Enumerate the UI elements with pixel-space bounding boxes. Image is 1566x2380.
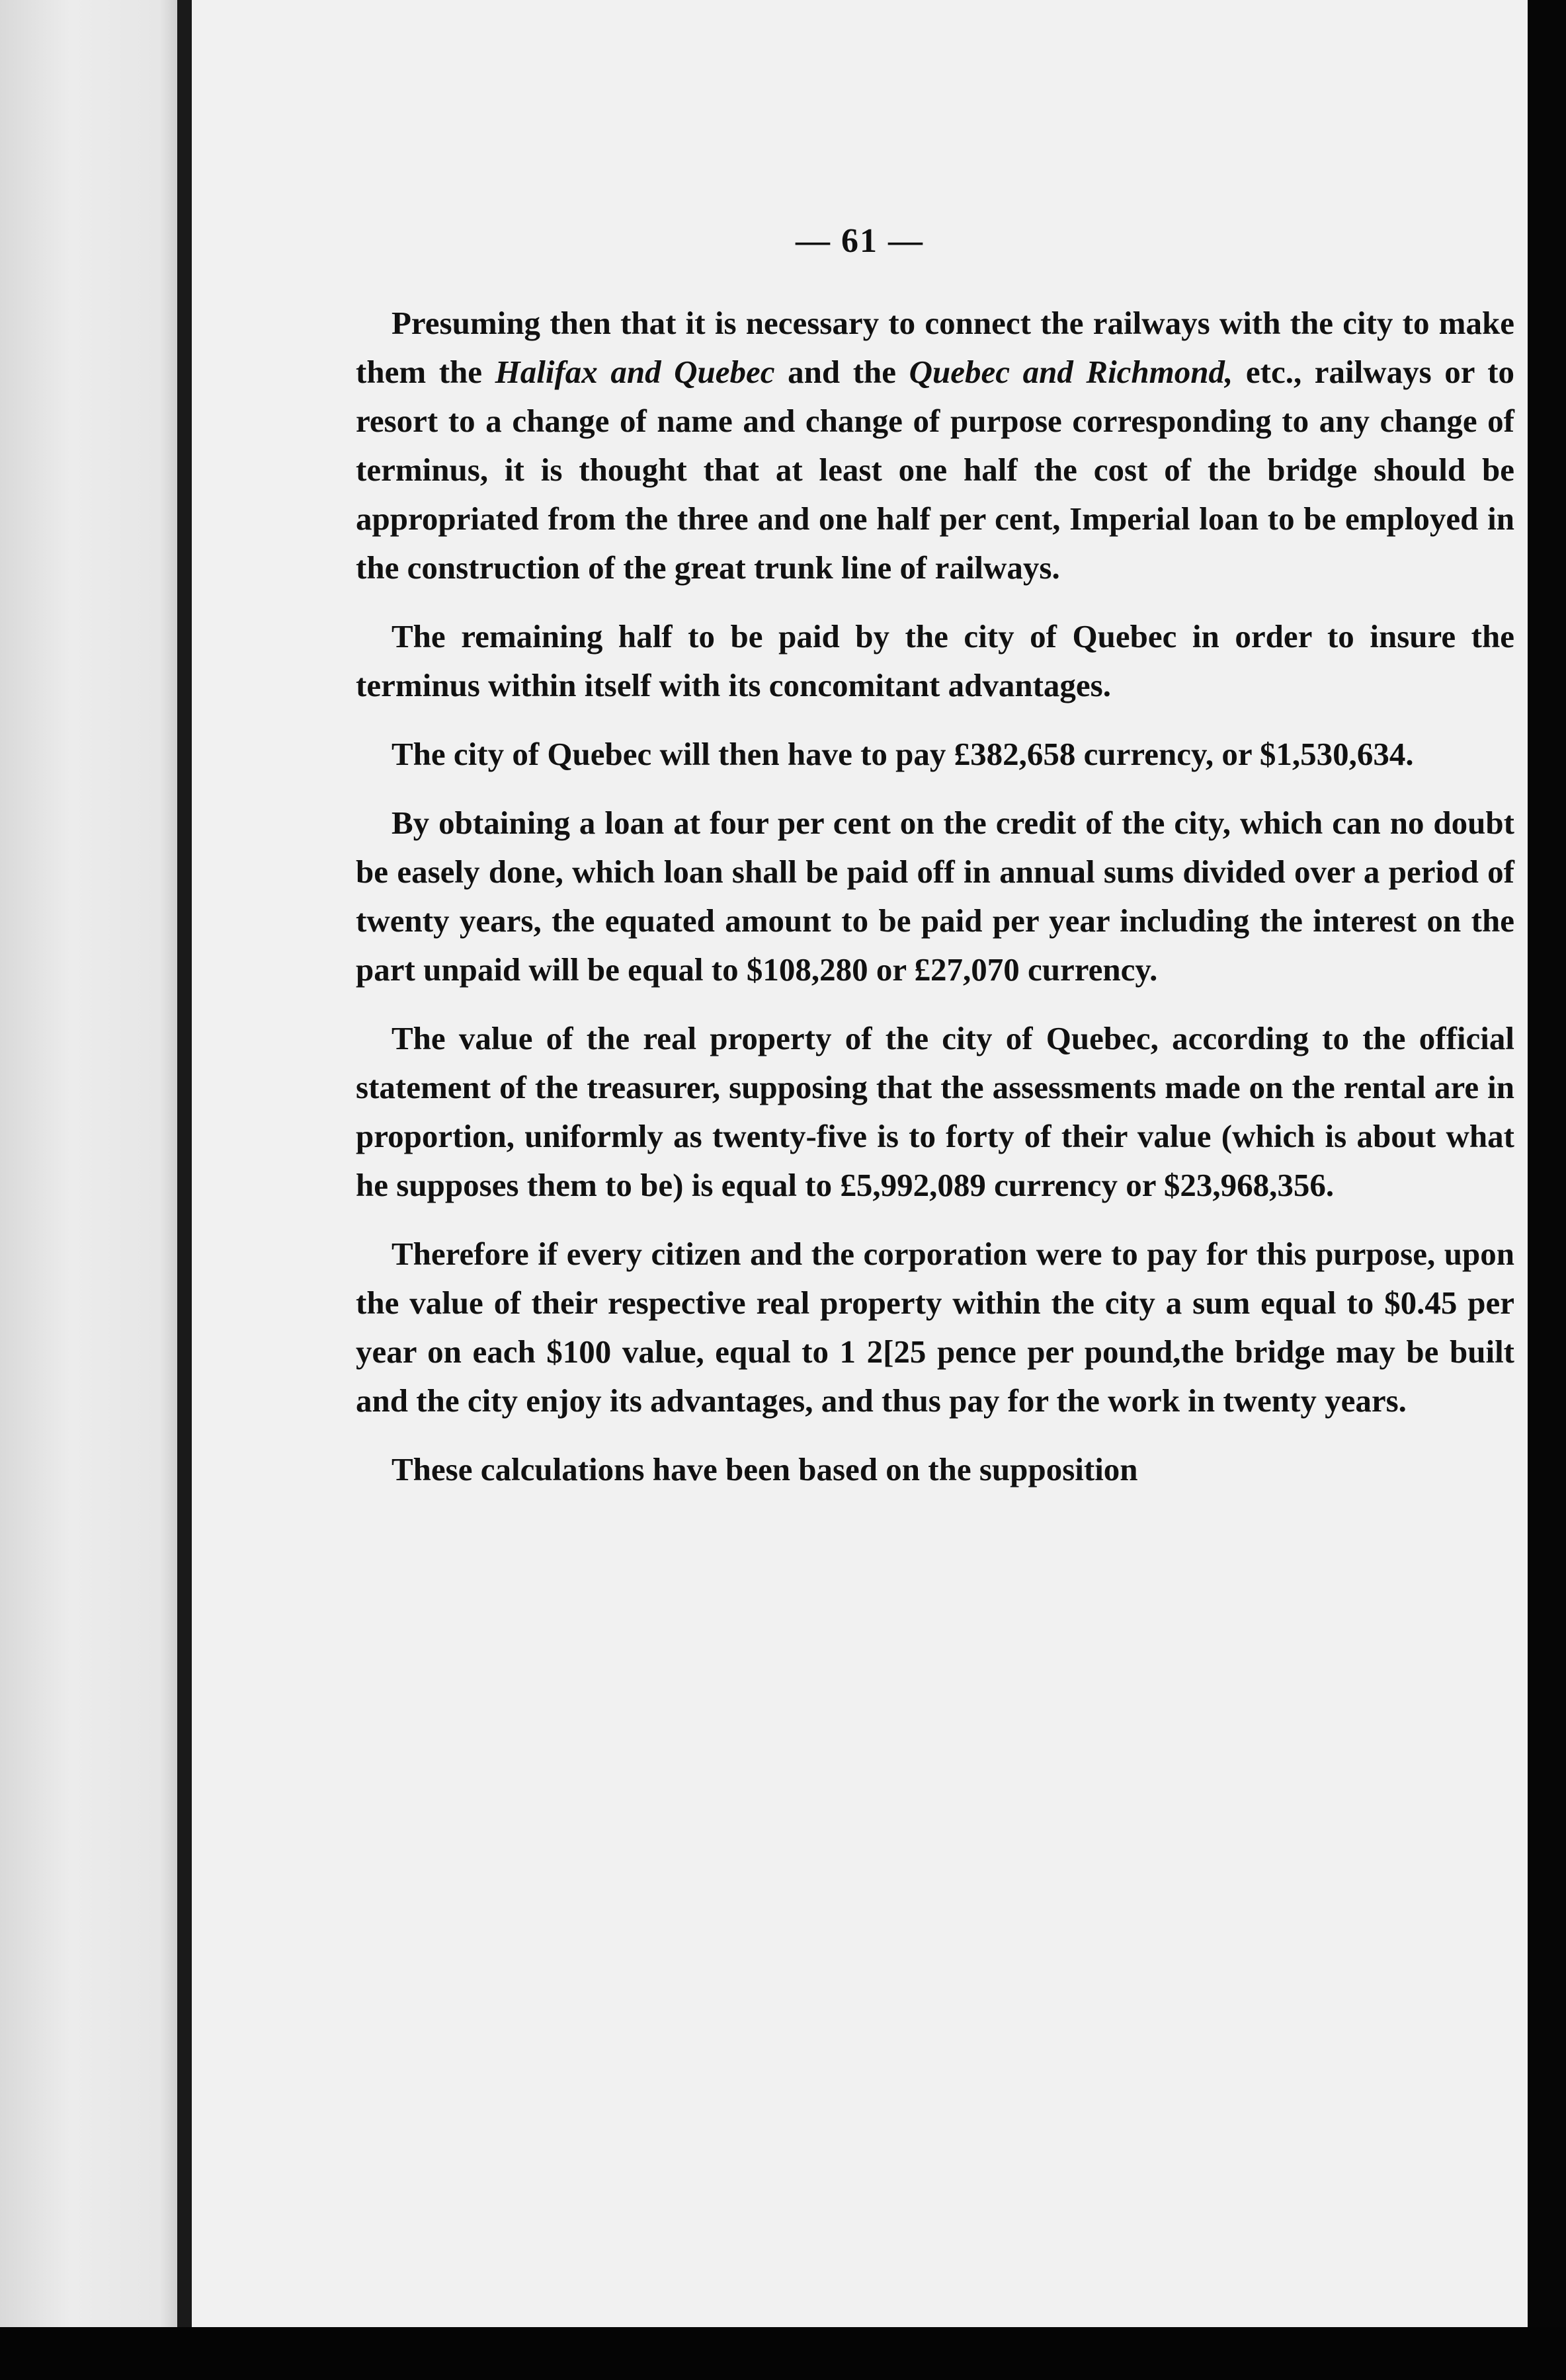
facing-page-edge (0, 0, 177, 2380)
paragraph-1-text-a: Presuming then that it is necessary to connect the railways with the city to make them the (356, 305, 1514, 390)
paragraph-1 (356, 299, 1514, 592)
railway-name-halifax-quebec: Halifax and Quebec (495, 354, 775, 390)
body-text (356, 299, 1514, 1494)
scan-right-border (1528, 0, 1566, 2380)
paragraph-1-text-c: and the (774, 354, 909, 390)
book-gutter (177, 0, 192, 2380)
document-page (192, 0, 1528, 2327)
paragraph-6: Therefore if every citizen and the corporation were to pay for this purpose, upon the value of their respective real property within the city a sum equal to $0.45 per year on each $100 value, equal to 1 2[25 pence per pound,the bridge may be built and the city enjoy its advantages, and thus pay for the work in twenty years. (356, 1236, 1514, 1419)
railway-name-quebec-richmond: Quebec and Richmond, (909, 354, 1233, 390)
paragraph-7: These calculations have been based on the supposition (392, 1451, 1138, 1488)
paragraph-1-text-e: etc., railways or to resort to a change of name and change of purpose corresponding to any change of terminus, it is thought that at least one half the cost of the bridge should be appropriated from the three and one half per cent, Imperial loan to be employed in the construction of the great trunk line of railways. (356, 354, 1515, 586)
page-number: — 61 — (796, 222, 924, 260)
paragraph-4: By obtaining a loan at four per cent on the credit of the city, which can no doubt be easely done, which loan shall be paid off in annual sums divided over a period of twenty years, the equated amount to be paid per year including the interest on the part unpaid will be equal to $108,280 or £27,070 currency. (356, 805, 1514, 988)
scan-bottom-border (0, 2327, 1566, 2380)
paragraph-5: The value of the real property of the city of Quebec, according to the official statement of the treasurer, supposing that the assessments made on the rental are in proportion, uniformly as twenty-five is to forty of their value (which is about what he supposes them to be) is equal to £5,992,089 currency or $23,968,356. (356, 1020, 1514, 1203)
paragraph-2: The remaining half to be paid by the city of Quebec in order to insure the terminus within itself with its concomitant advantages. (356, 618, 1514, 703)
paragraph-3: The city of Quebec will then have to pay £382,658 currency, or $1,530,634. (392, 736, 1414, 772)
